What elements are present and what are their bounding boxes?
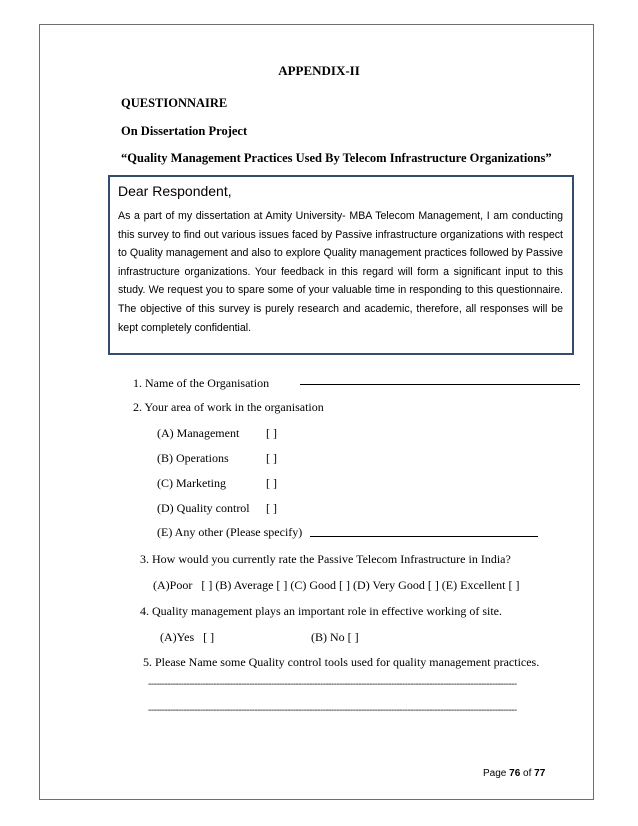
letter-greeting: Dear Respondent, [118,183,232,199]
page-footer [483,768,545,779]
footer-of-word: of [523,768,532,779]
option-quality-control-label: (D) Quality control [157,501,250,515]
option-marketing-label: (C) Marketing [157,476,226,490]
project-heading: On Dissertation Project [121,124,248,138]
option-operations-checkbox[interactable]: [ ] [266,451,277,465]
topic-heading: “Quality Management Practices Used By Telecom Infrastructure Organizations” [121,151,552,165]
option-other-answer-line[interactable] [310,536,538,537]
option-management-checkbox[interactable]: [ ] [266,426,277,440]
question-5-answer-line-2[interactable]: --------------------------------------------------------------------------------------------------------------------------------------- [148,705,517,716]
option-quality-control-checkbox[interactable]: [ ] [266,501,277,515]
question-5-answer-line-1[interactable]: --------------------------------------------------------------------------------------------------------------------------------------- [148,679,517,690]
question-1-label: 1. Name of the Organisation [133,376,270,390]
question-2-label: 2. Your area of work in the organisation [133,400,324,414]
letter-body: As a part of my dissertation at Amity University- MBA Telecom Management, I am conducting this survey to find out various issues faced by Passive infrastructure organizations with respect to Quality management and also to explore Quality management practices followed by Passive infrastructure organizations. Your feedback in this regard will form a significant input to this study. We request you to spare some of your valuable time in responding to this questionnaire. The objective of this survey is purely research and academic, therefore, all responses will be kept completely confidential. [118,210,563,334]
footer-page-number: 76 [509,768,521,779]
option-other-label: (E) Any other (Please specify) [157,525,303,539]
questionnaire-heading: QUESTIONNAIRE [121,96,228,110]
question-3-label: 3. How would you currently rate the Passive Telecom Infrastructure in India? [140,552,511,566]
question-4-yes-option[interactable]: (A)Yes [ ] [160,630,215,644]
question-4-label: 4. Quality management plays an important role in effective working of site. [140,604,503,618]
question-1-answer-line[interactable] [300,384,580,385]
footer-page-word: Page [483,768,507,779]
option-marketing-checkbox[interactable]: [ ] [266,476,277,490]
question-4-no-option[interactable]: (B) No [ ] [311,630,359,644]
footer-total-pages: 77 [534,768,546,779]
question-5-label: 5. Please Name some Quality control tools used for quality management practices. [143,655,540,669]
option-operations-label: (B) Operations [157,451,229,465]
option-management-label: (A) Management [157,426,240,440]
question-3-options[interactable]: (A)Poor [ ] (B) Average [ ] (C) Good [ ] (D) Very Good [ ] (E) Excellent [ ] [153,578,520,592]
appendix-title: APPENDIX-II [278,63,360,78]
respondent-letter-box [108,175,574,355]
